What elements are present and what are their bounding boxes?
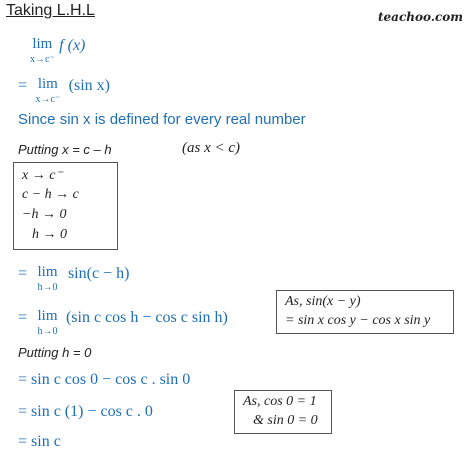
- value-line: & sin 0 = 0: [253, 413, 318, 428]
- lim-word: lim: [37, 76, 58, 92]
- limit-row: x → c⁻: [22, 168, 63, 183]
- limit-row: h → 0: [32, 227, 67, 242]
- limit-row: −h → 0: [22, 207, 67, 222]
- sin-expression: sin(c − h): [67, 265, 130, 282]
- lim-word: lim: [32, 36, 53, 52]
- lim-word: lim: [37, 264, 58, 280]
- limit-sin-expression: [18, 77, 110, 107]
- lim-subscript: h→0: [37, 326, 58, 337]
- substituted-expression: = sin c cos 0 − cos c . sin 0: [18, 371, 191, 388]
- sin-expression: (sin x): [68, 77, 110, 94]
- identity-box: [276, 290, 454, 334]
- brand-logo: teachoo.com: [378, 10, 463, 24]
- limit-sin-c-minus-h: [18, 265, 129, 295]
- limit-expanded-expression: [18, 309, 228, 339]
- expanded-expression: (sin c cos h − cos c sin h): [65, 309, 228, 326]
- values-box: [234, 390, 332, 434]
- lim-subscript: h→0: [37, 282, 58, 293]
- limit-row: c − h → c: [22, 187, 79, 202]
- condition-note: (as x < c): [182, 140, 241, 156]
- page-title: Taking L.H.L: [6, 2, 95, 19]
- putting-substitution: Putting x = c – h: [18, 142, 112, 157]
- lim-subscript: x→c⁻: [30, 54, 55, 65]
- function-expression: f (x): [59, 37, 86, 54]
- value-line: As, cos 0 = 1: [243, 394, 317, 409]
- putting-h-zero: Putting h = 0: [18, 345, 92, 360]
- evaluated-expression: = sin c (1) − cos c . 0: [18, 403, 153, 420]
- equals-sign: =: [18, 309, 28, 326]
- equals-sign: =: [18, 265, 28, 282]
- limits-box: [13, 162, 118, 250]
- identity-line: = sin x cos y − cos x sin y: [285, 313, 431, 328]
- equals-sign: =: [18, 77, 28, 94]
- final-result: = sin c: [18, 433, 61, 450]
- lim-word: lim: [37, 308, 58, 324]
- identity-line: As, sin(x − y): [285, 294, 361, 309]
- limit-lhl-expression: [30, 37, 85, 67]
- lim-subscript: x→c⁻: [35, 94, 61, 105]
- since-statement: Since sin x is defined for every real number: [18, 111, 306, 128]
